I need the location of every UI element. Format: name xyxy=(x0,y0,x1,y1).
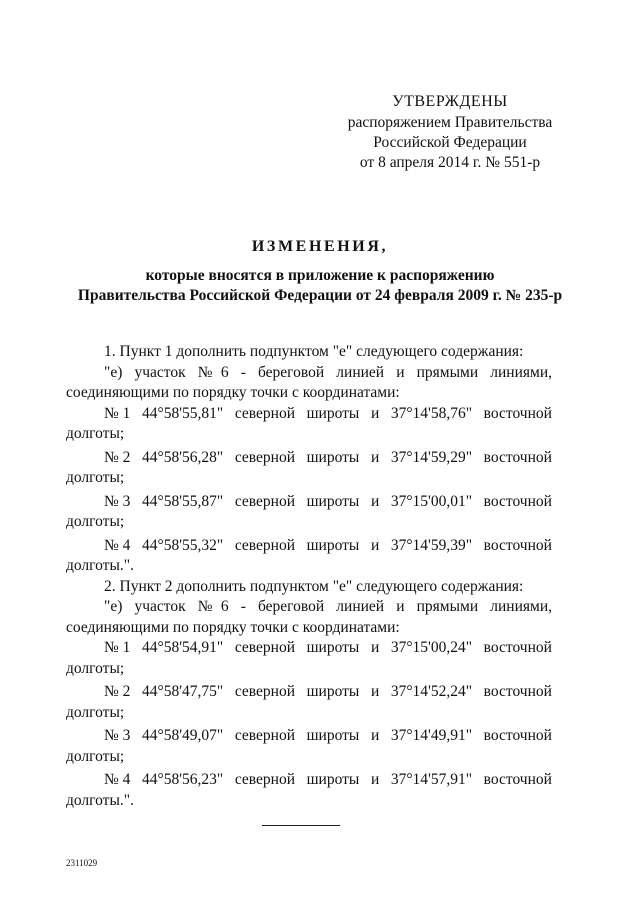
point-number: № 4 xyxy=(104,771,131,788)
approval-stamp: УТВЕРЖДЕНЫ xyxy=(392,93,508,110)
longitude-value: 37°14'59,29" xyxy=(390,448,473,466)
approval-line: от 8 апреля 2014 г. № 551-р xyxy=(359,154,541,171)
latitude-value: 44°58'55,32" xyxy=(142,536,224,554)
latitude-value: 44°58'54,91" xyxy=(142,639,224,656)
conjunction: и xyxy=(370,492,380,510)
longitude-word: восточной xyxy=(483,492,552,510)
plot-description: соединяющими по порядку точки с координатами: xyxy=(66,618,400,636)
longitude-word: восточной xyxy=(483,536,552,554)
longitude-value: 37°14'52,24" xyxy=(390,683,473,700)
coordinate-point xyxy=(66,404,552,445)
latitude-word: северной xyxy=(234,683,295,700)
conjunction: и xyxy=(370,536,380,554)
longitude-word: восточной xyxy=(483,404,552,422)
end-rule xyxy=(262,825,340,826)
longitude-label: долготы; xyxy=(66,703,125,721)
longitude-word: восточной xyxy=(483,683,552,700)
approval-block xyxy=(330,92,570,173)
point-number: № 1 xyxy=(104,639,131,656)
latitude-word: северной xyxy=(234,492,295,510)
longitude-value: 37°14'57,91" xyxy=(390,771,473,788)
coordinate-point xyxy=(66,448,552,489)
latitude-value: 44°58'47,75" xyxy=(142,683,224,700)
coordinate-point xyxy=(66,492,552,533)
longitude-value: 37°14'58,76" xyxy=(390,404,473,422)
plot-description: "е) участок №6 - береговой линией и прямыми линиями, xyxy=(104,598,552,615)
document-number: 2311029 xyxy=(66,858,98,868)
longitude-word: восточной xyxy=(483,448,552,466)
longitude-label: долготы.". xyxy=(66,557,134,574)
section-intro: 1. Пункт 1 дополнить подпунктом "е" следующего содержания: xyxy=(104,343,524,360)
longitude-value: 37°14'49,91" xyxy=(390,727,473,744)
latitude-label: широты xyxy=(306,683,360,700)
subtitle-line: Правительства Российской Федерации от 24 февраля 2009 г. № 235-р xyxy=(77,287,563,304)
latitude-word: северной xyxy=(234,771,295,788)
latitude-label: широты xyxy=(306,771,360,788)
point-number: № 3 xyxy=(104,727,131,744)
document-body xyxy=(66,342,552,811)
approval-line: распоряжением Правительства xyxy=(347,114,553,131)
point-number: № 2 xyxy=(104,448,131,466)
longitude-value: 37°14'59,39" xyxy=(390,536,473,554)
latitude-word: северной xyxy=(234,404,295,422)
conjunction: и xyxy=(370,727,380,744)
latitude-label: широты xyxy=(306,727,360,744)
longitude-label: долготы; xyxy=(66,513,125,530)
latitude-label: широты xyxy=(306,536,360,554)
longitude-value: 37°15'00,24" xyxy=(390,639,473,656)
latitude-label: широты xyxy=(306,404,360,422)
conjunction: и xyxy=(370,639,380,656)
point-number: № 4 xyxy=(104,536,131,554)
conjunction: и xyxy=(370,771,380,788)
point-number: № 3 xyxy=(104,492,131,510)
point-number: № 1 xyxy=(104,404,131,422)
latitude-word: северной xyxy=(234,639,295,656)
longitude-label: долготы; xyxy=(66,747,125,765)
latitude-word: северной xyxy=(234,536,295,554)
latitude-value: 44°58'55,81" xyxy=(142,404,224,422)
conjunction: и xyxy=(370,404,380,422)
coordinate-point xyxy=(66,536,552,577)
section xyxy=(66,342,552,577)
coordinate-point xyxy=(66,770,552,811)
latitude-label: широты xyxy=(306,639,360,656)
conjunction: и xyxy=(370,683,380,700)
document-subtitle xyxy=(0,266,640,306)
latitude-word: северной xyxy=(234,448,295,466)
subtitle-line: которые вносятся в приложение к распоряжению xyxy=(145,267,495,284)
longitude-word: восточной xyxy=(483,639,552,656)
longitude-value: 37°15'00,01" xyxy=(390,492,473,510)
plot-description: соединяющими по порядку точки с координатами: xyxy=(66,384,400,401)
approval-line: Российской Федерации xyxy=(373,134,527,151)
point-number: № 2 xyxy=(104,683,131,700)
coordinate-point xyxy=(66,682,552,723)
latitude-value: 44°58'49,07" xyxy=(142,727,224,744)
latitude-value: 44°58'56,28" xyxy=(142,448,224,466)
coordinate-point xyxy=(66,638,552,679)
plot-description: "е) участок №6 - береговой линией и прямыми линиями, xyxy=(104,363,552,381)
latitude-value: 44°58'55,87" xyxy=(142,492,224,510)
longitude-label: долготы; xyxy=(66,659,125,677)
longitude-label: долготы; xyxy=(66,469,125,486)
section-intro: 2. Пункт 2 дополнить подпунктом "е" следующего содержания: xyxy=(104,577,524,595)
longitude-word: восточной xyxy=(483,727,552,744)
section xyxy=(66,577,552,812)
latitude-value: 44°58'56,23" xyxy=(142,771,224,788)
longitude-word: восточной xyxy=(483,771,552,788)
coordinate-point xyxy=(66,726,552,767)
longitude-label: долготы.". xyxy=(66,791,134,809)
latitude-word: северной xyxy=(234,727,295,744)
conjunction: и xyxy=(370,448,380,466)
longitude-label: долготы; xyxy=(66,425,125,442)
latitude-label: широты xyxy=(306,492,360,510)
document-heading: ИЗМЕНЕНИЯ, xyxy=(251,238,389,255)
latitude-label: широты xyxy=(306,448,360,466)
